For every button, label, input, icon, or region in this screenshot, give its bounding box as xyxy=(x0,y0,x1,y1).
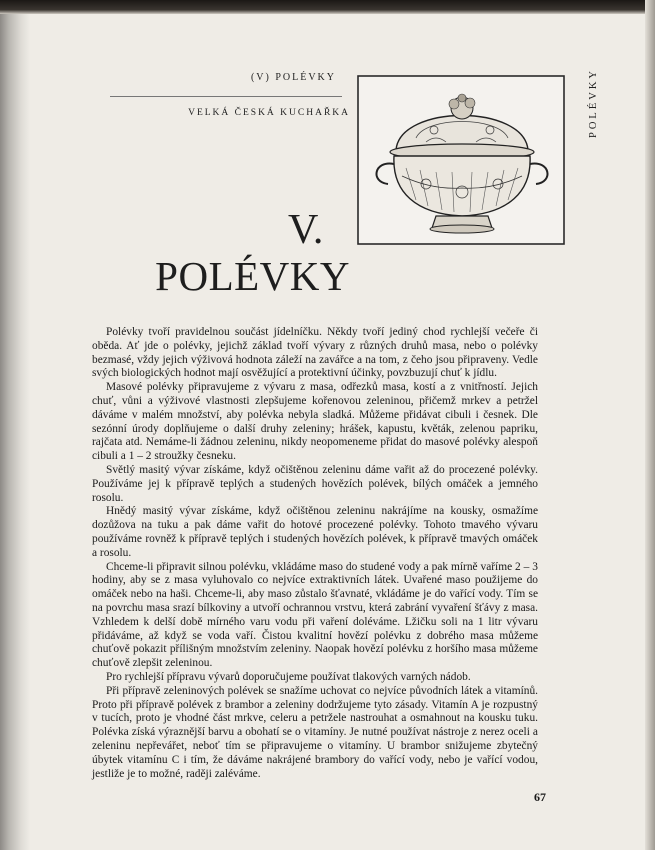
paragraph: Chceme-li připravit silnou polévku, vkládáme maso do studené vody a pak mírně vaříme 2 – 3 hodiny, aby se z masa vyluhovalo co nejvíce extraktivních látek. Uvařené maso použijeme do omáček nebo na haši. Chceme-li, aby maso zůstalo šťavnaté, vkládáme je do vařící vody. Tím se na povrchu masa srazí bílkoviny a utvoří ochrannou vrstvu, která zabrání vyvaření šťávy z masa. Vzhledem k delší době mírného varu vodu při vaření doléváme. Lžičku soli na 1 litr vývaru přidáváme, až když se voda vaří. Čistou kvalitní hovězí polévku z dobrého masa můžeme chuťově pokazit přílišným množstvím zeleniny. Naopak hovězí polévku z horšího masa můžeme chuťově zlepšit zeleninou. xyxy=(92,560,538,670)
page-number: 67 xyxy=(534,790,546,804)
page-right-edge xyxy=(645,0,655,850)
soup-tureen-illustration xyxy=(356,72,568,248)
paragraph: Světlý masitý vývar získáme, když očištěnou zeleninu dáme vařit až do procezené polévky. Používáme jej k přípravě teplých a studených hovězích polévek, bílých omáček a jemného rosolu. xyxy=(92,463,538,504)
running-header-chapter: (V) POLÉVKY xyxy=(250,72,336,83)
page-gutter xyxy=(0,0,30,850)
running-header-book-title: VELKÁ ČESKÁ KUCHAŘKA xyxy=(188,108,350,118)
paragraph: Polévky tvoří pravidelnou součást jídelníčku. Někdy tvoří jediný chod rychlejší večeře či oběda. Ať jde o polévky, jejichž základ tvoří vývary z různých druhů masa, nebo o polévky bezmasé, vždy jejich výživová hodnota záleží na zavářce a na tom, z čeho jsou připraveny. Vedle svých biologických hodnot mají osvěžující a protektivní účinky, povzbuzují chuť k jídlu. xyxy=(92,326,538,380)
paragraph: Hnědý masitý vývar získáme, když očištěnou zeleninu nakrájíme na kousky, osmažíme dozůžova na tuku a pak dáme vařit do hotové procezené polévky. Tohoto tmavého vývaru používáme rovněž k přípravě teplých i studených hovězích polévek, k přípravě tmavých omáček a rosolu. xyxy=(92,505,538,559)
side-thumb-label: POLÉVKY xyxy=(588,68,599,138)
paragraph: Pro rychlejší přípravu vývarů doporučujeme používat tlakových varných nádob. xyxy=(106,670,471,683)
body-text xyxy=(92,326,538,781)
page-top-edge xyxy=(0,0,655,14)
chapter-number: V. xyxy=(288,207,324,253)
chapter-title: POLÉVKY xyxy=(155,253,350,299)
header-rule xyxy=(110,96,342,97)
paragraph: Masové polévky připravujeme z vývaru z masa, odřezků masa, kostí a z vnitřností. Jejich chuť, vůni a výživové vlastnosti zlepšujeme kořenovou zeleninou, přičemž mrkev a petržel dáváme v malém množství, aby polévka nebyla sladká. Můžeme přidávat cibuli i česnek. Dle sezónní úrody doplňujeme o další druhy zeleniny; hrášek, kapustu, květák, zelenou papriku, rajčata atd. Nemáme-li žádnou zeleninu, nikdy neopomeneme přidat do masové polévky alespoň cibuli a 1 – 2 stroužky česneku. xyxy=(92,381,538,463)
paragraph: Při přípravě zeleninových polévek se snažíme uchovat co nejvíce původních látek a vitamínů. Proto při přípravě polévek z brambor a zeleniny dodržujeme tyto zásady. Vitamín A je rozpustný v tucích, proto je vhodné část mrkve, celeru a petržele nastrouhat a osmahnout na kousku tuku. Polévka získá výraznější barvu a obohatí se o vitamíny. Je nutné používat nástroje z nerez oceli a zeleninu nepřevářet, neboť tím se připravujeme o vitamíny. U brambor snižujeme zbytečný úbytek vitamínu C i tím, že dáváme nakrájené brambory do vařící vody, nebo je vařící vodou, jestliže je to možné, raději zaléváme. xyxy=(92,684,538,780)
